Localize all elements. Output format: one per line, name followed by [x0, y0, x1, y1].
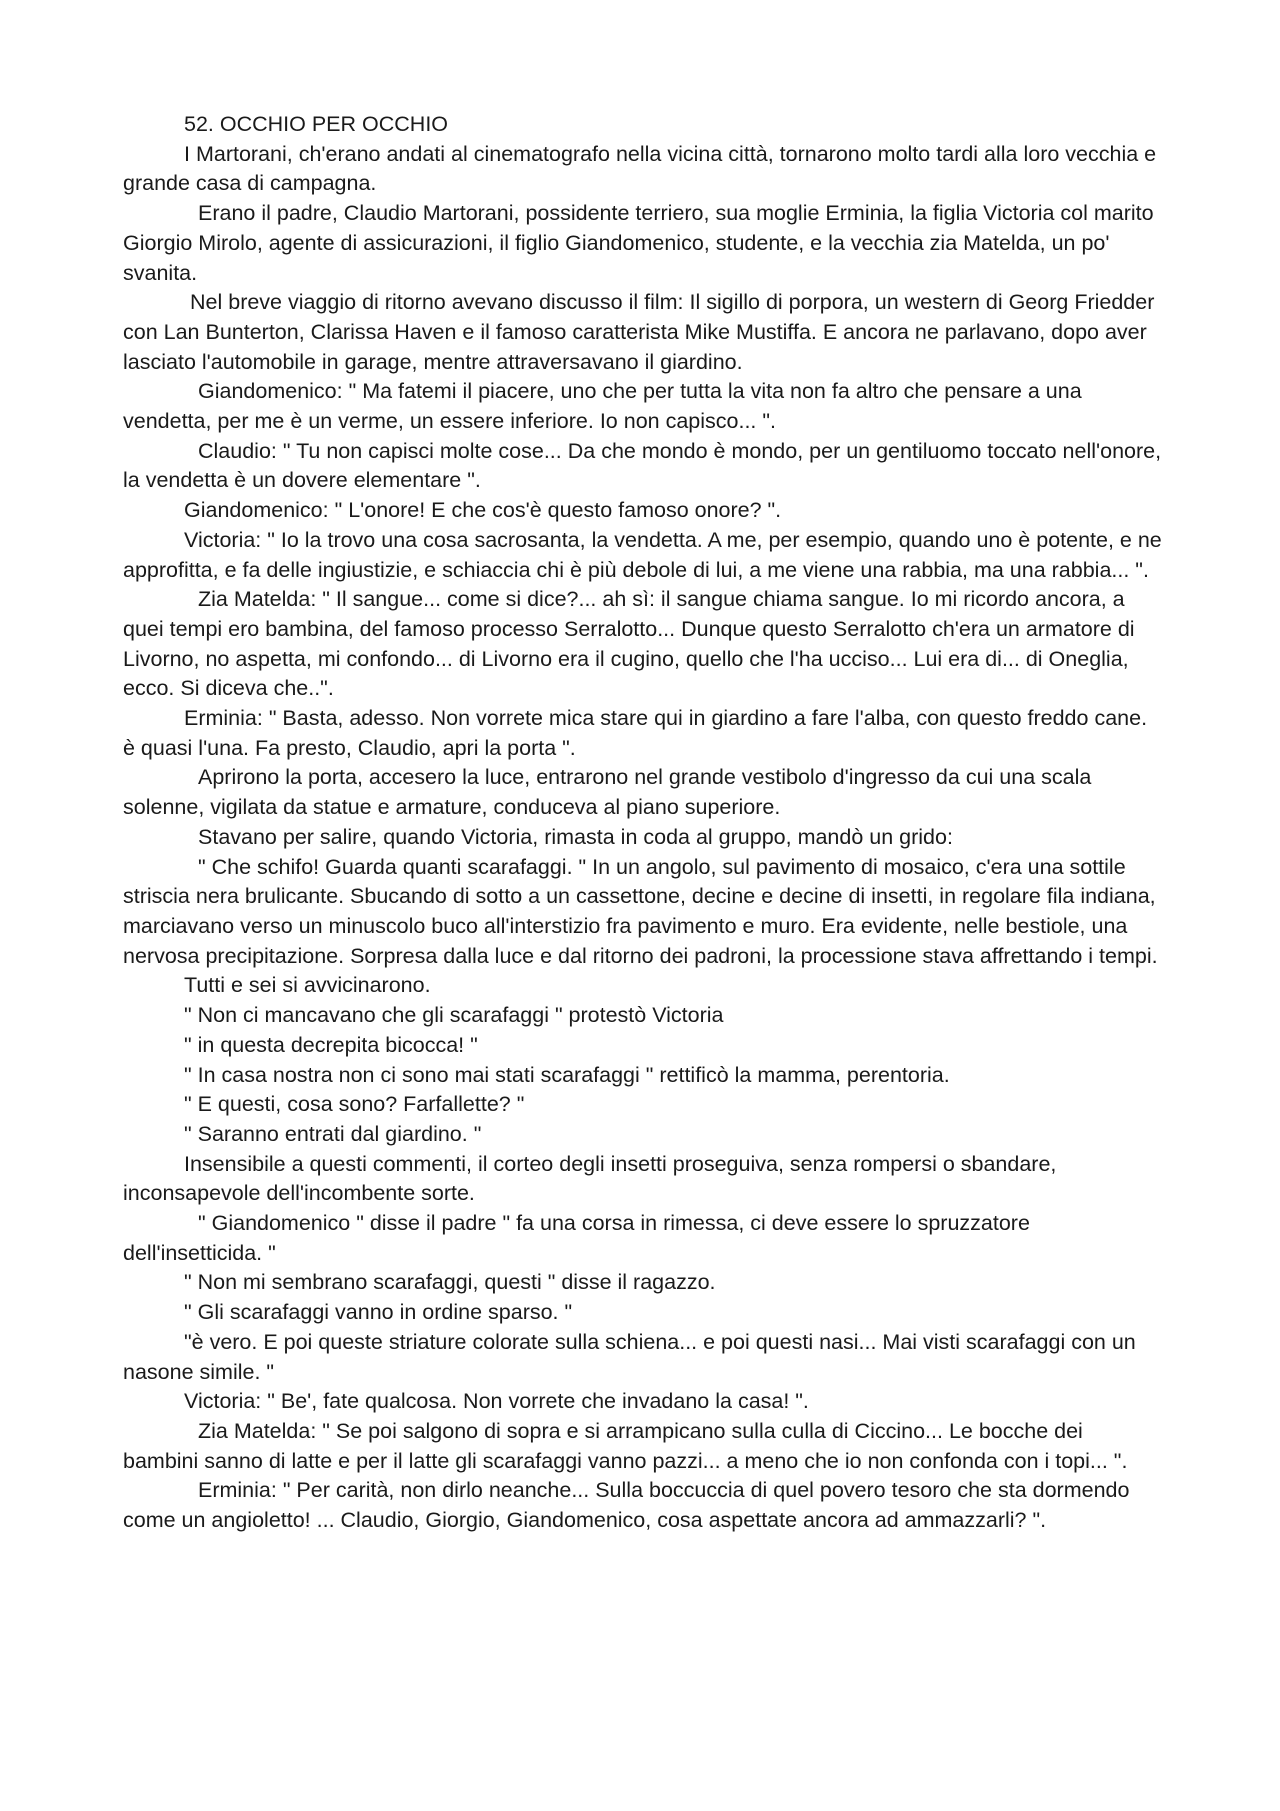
- paragraph: Nel breve viaggio di ritorno avevano discusso il film: Il sigillo di porpora, un western di Georg Friedder con Lan Bunterton, Clarissa Haven e il famoso caratterista Mike Mustiffa. E ancora ne parlavano, dopo aver lasciato l'automobile in garage, mentre attraversavano il giardino.: [123, 290, 1155, 374]
- paragraph: " Non mi sembrano scarafaggi, questi " disse il ragazzo.: [184, 1270, 716, 1295]
- paragraph: Insensibile a questi commenti, il corteo degli insetti proseguiva, senza rompersi o sbandare, inconsapevole dell'incombente sorte.: [123, 1151, 1057, 1206]
- paragraph: "è vero. E poi queste striature colorate sulla schiena... e poi questi nasi... Mai visti scarafaggi con un nasone simile. ": [123, 1329, 1136, 1384]
- paragraph: Claudio: " Tu non capisci molte cose... Da che mondo è mondo, per un gentiluomo toccato nell'onore, la vendetta è un dovere elementare ".: [123, 438, 1162, 493]
- paragraph: Erminia: " Per carità, non dirlo neanche... Sulla boccuccia di quel povero tesoro che sta dormendo come un angioletto! ... Claudio, Giorgio, Giandomenico, cosa aspettate ancora ad ammazzarli? ".: [123, 1478, 1130, 1533]
- paragraph: " Giandomenico " disse il padre " fa una corsa in rimessa, ci deve essere lo spruzzatore dell'insetticida. ": [123, 1211, 1030, 1265]
- paragraph: " E questi, cosa sono? Farfallette? ": [184, 1092, 525, 1117]
- paragraph: Zia Matelda: " Se poi salgono di sopra e si arrampicano sulla culla di Ciccino... Le bocche dei bambini sanno di latte e per il latte gli scarafaggi vanno pazzi... a meno che io non confonda con i topi... ".: [123, 1418, 1128, 1473]
- paragraph: " Non ci mancavano che gli scarafaggi " protestò Victoria: [184, 1003, 724, 1028]
- paragraph: " Che schifo! Guarda quanti scarafaggi. " In un angolo, sul pavimento di mosaico, c'era una sottile striscia nera brulicante. Sbucando di sotto a un cassettone, decine e decine di insetti, in regolare fila indiana, marciavano verso un minuscolo buco all'interstizio fra pavimento e muro. Era evidente, nelle bestiole, una nervosa precipitazione. Sorpresa dalla luce e dal ritorno dei padroni, la processione stava affrettando i tempi.: [123, 854, 1158, 968]
- document-title: 52. OCCHIO PER OCCHIO: [184, 112, 449, 136]
- paragraph: Tutti e sei si avvicinarono.: [184, 973, 431, 998]
- paragraph: " Gli scarafaggi vanno in ordine sparso. ": [184, 1300, 573, 1325]
- paragraph: Victoria: " Be', fate qualcosa. Non vorrete che invadano la casa! ".: [184, 1389, 809, 1414]
- paragraph: I Martorani, ch'erano andati al cinematografo nella vicina città, tornarono molto tardi alla loro vecchia e grande casa di campagna.: [123, 141, 1157, 196]
- paragraph: Giandomenico: " Ma fatemi il piacere, uno che per tutta la vita non fa altro che pensare a una vendetta, per me è un verme, un essere inferiore. Io non capisco... ".: [123, 379, 1082, 434]
- document-page: [123, 110, 1163, 1536]
- paragraph: Erano il padre, Claudio Martorani, possidente terriero, sua moglie Erminia, la figlia Victoria col marito Giorgio Mirolo, agente di assicurazioni, il figlio Giandomenico, studente, e la vecchia zia Matelda, un po' svanita.: [123, 201, 1154, 285]
- paragraph: Victoria: " Io la trovo una cosa sacrosanta, la vendetta. A me, per esempio, quando uno è potente, e ne approfitta, e fa delle ingiustizie, e schiaccia chi è più debole di lui, a me viene una rabbia, ma una rabbia... ".: [123, 527, 1162, 582]
- paragraph: Aprirono la porta, accesero la luce, entrarono nel grande vestibolo d'ingresso da cui una scala solenne, vigilata da statue e armature, conduceva al piano superiore.: [123, 765, 1092, 820]
- paragraph: Zia Matelda: " Il sangue... come si dice?... ah sì: il sangue chiama sangue. Io mi ricordo ancora, a quei tempi ero bambina, del famoso processo Serralotto... Dunque questo Serralotto ch'era un armatore di Livorno, no aspetta, mi confondo... di Livorno era il cugino, quello che l'ha ucciso... Lui era di... di Oneglia, ecco. Si diceva che..".: [123, 587, 1135, 701]
- paragraph: Erminia: " Basta, adesso. Non vorrete mica stare qui in giardino a fare l'alba, con questo freddo cane. è quasi l'una. Fa presto, Claudio, apri la porta ".: [123, 706, 1148, 760]
- paragraph: " Saranno entrati dal giardino. ": [184, 1121, 482, 1146]
- paragraph: " In casa nostra non ci sono mai stati scarafaggi " rettificò la mamma, perentoria.: [184, 1062, 950, 1087]
- paragraph: " in questa decrepita bicocca! ": [184, 1032, 478, 1057]
- paragraph: Giandomenico: " L'onore! E che cos'è questo famoso onore? ".: [184, 498, 782, 523]
- paragraph: Stavano per salire, quando Victoria, rimasta in coda al gruppo, mandò un grido:: [198, 824, 953, 849]
